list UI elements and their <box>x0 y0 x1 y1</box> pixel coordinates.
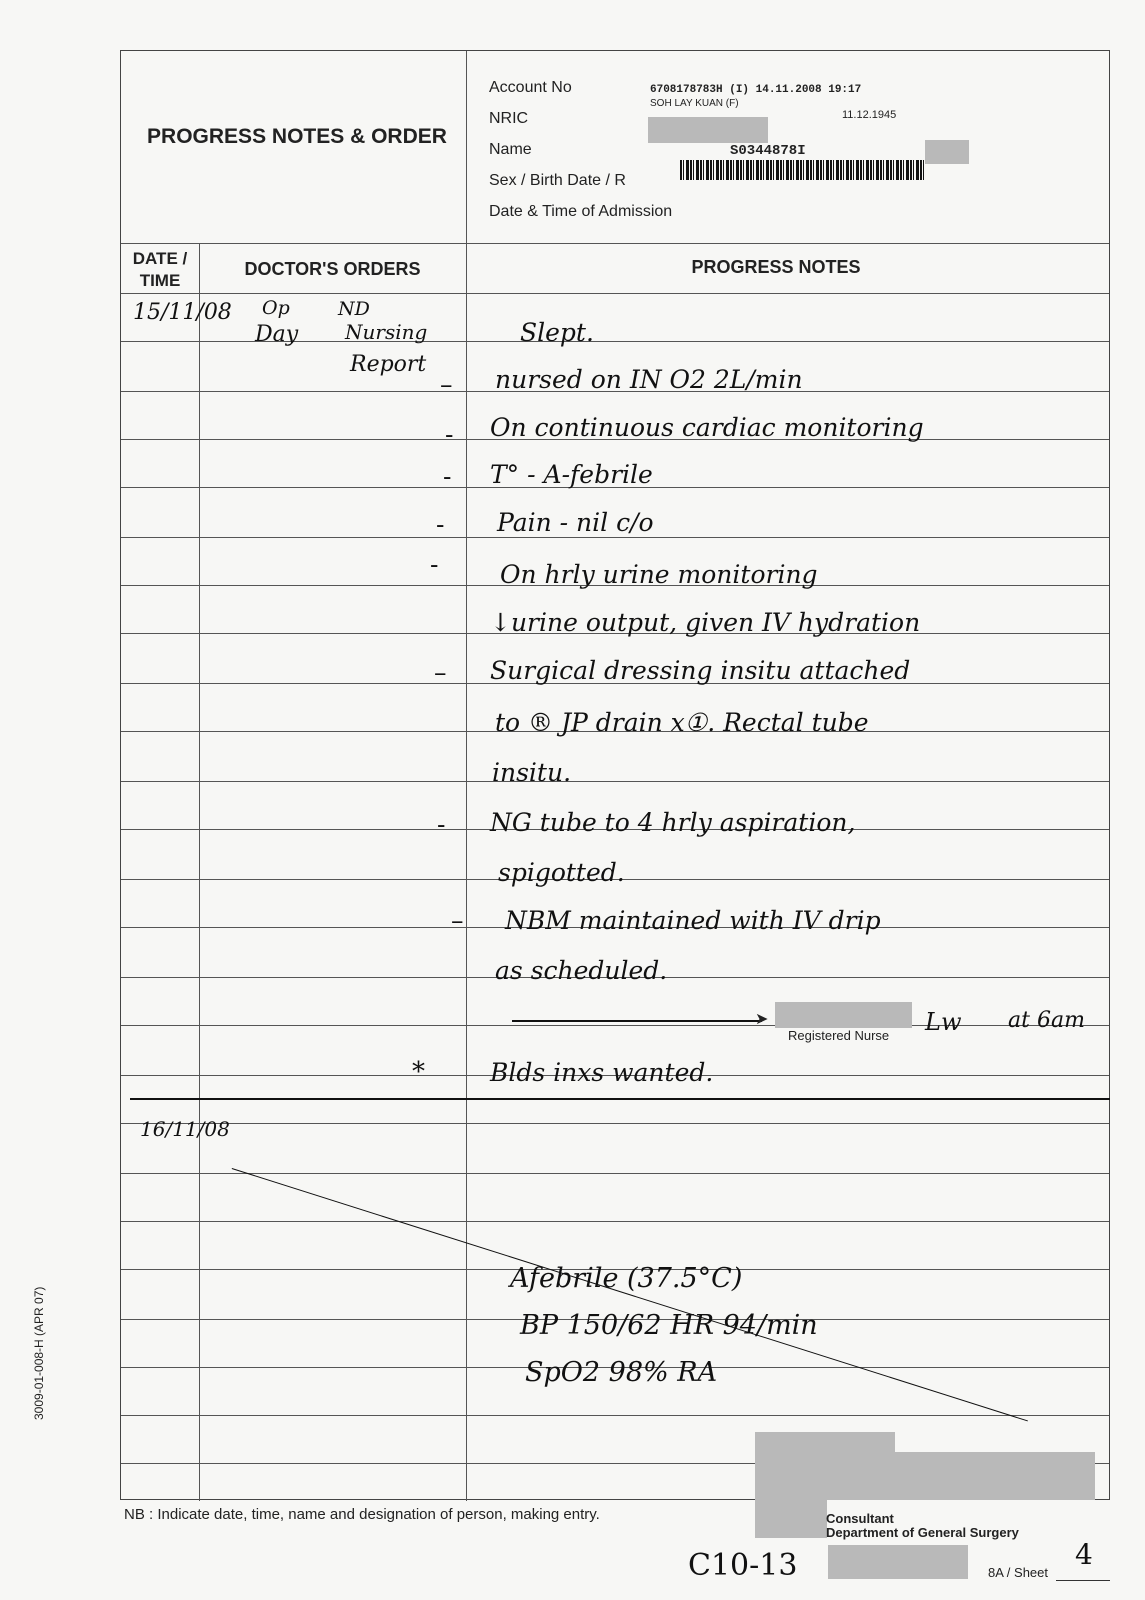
note-line-7: ↓urine output, given IV hydration <box>490 608 921 637</box>
redacted-sticker-id <box>925 140 969 164</box>
entry-date-2: 16/11/08 <box>140 1117 230 1141</box>
star-mark: * <box>412 1057 425 1087</box>
note-line-15: Blds inxs wanted. <box>490 1058 714 1087</box>
signature-arrow-line <box>512 1020 762 1022</box>
date-time-header: DATE / TIME <box>132 249 188 290</box>
redacted-consultant-name <box>755 1452 1095 1500</box>
vitals-line-3: SpO2 98% RA <box>525 1357 718 1388</box>
entry-date-1: 15/11/08 <box>133 300 232 325</box>
note-line-9: to ® JP drain x①. Rectal tube <box>495 708 869 737</box>
nurse-time-note: at 6am <box>1008 1008 1085 1033</box>
name-label: Name <box>489 141 532 158</box>
order-nd: ND <box>338 298 370 320</box>
redacted-nric <box>648 117 768 143</box>
form-title: PROGRESS NOTES & ORDER <box>147 125 447 148</box>
order-nursing: Nursing <box>345 320 428 344</box>
redacted-nurse-name <box>775 1002 912 1028</box>
doctors-orders-header: DOCTOR'S ORDERS <box>244 259 421 279</box>
note-line-14: as scheduled. <box>495 956 668 985</box>
barcode <box>680 160 925 180</box>
sheet-label: 8A / Sheet <box>988 1565 1048 1580</box>
note-line-12: spigotted. <box>498 858 625 887</box>
account-no-label: Account No <box>489 79 572 96</box>
bed-code: C10-13 <box>688 1548 798 1583</box>
sheet-number: 4 <box>1075 1538 1093 1571</box>
note-line-11: NG tube to 4 hrly aspiration, <box>490 808 856 837</box>
sticker-account-line: 6708178783H (I) 14.11.2008 19:17 <box>650 84 862 96</box>
admission-label: Date & Time of Admission <box>489 203 673 220</box>
progress-notes-header: PROGRESS NOTES <box>691 257 861 277</box>
entry-separator-line <box>130 1098 1110 1100</box>
consultant-label: Consultant <box>826 1511 894 1526</box>
order-report: Report <box>350 352 427 377</box>
note-line-2: nursed on IN O2 2L/min <box>495 365 803 394</box>
note-line-4: T° - A-febrile <box>490 460 653 489</box>
redacted-hospital-name <box>828 1545 968 1579</box>
vitals-line-2: BP 150/62 HR 94/min <box>520 1310 818 1341</box>
form-code: 3009-01-008-H (APR 07) <box>32 1286 46 1420</box>
vitals-line-1: Afebrile (37.5°C) <box>510 1263 743 1294</box>
sticker-id-number: S0344878I <box>730 143 806 159</box>
nric-label: NRIC <box>489 110 529 127</box>
note-line-5: Pain - nil c/o <box>497 508 654 537</box>
registered-nurse-label: Registered Nurse <box>788 1028 890 1043</box>
redacted-stamp-left <box>755 1500 827 1538</box>
note-line-6: On hrly urine monitoring <box>500 560 818 589</box>
redacted-stamp-top <box>755 1432 895 1454</box>
department-label: Department of General Surgery <box>826 1525 1019 1540</box>
sex-birth-date-label: Sex / Birth Date / R <box>489 172 626 189</box>
sticker-birth-date: 11.12.1945 <box>842 109 897 121</box>
order-op: Op <box>262 297 290 319</box>
note-line-8: Surgical dressing insitu attached <box>490 656 911 685</box>
footer-note: NB : Indicate date, time, name and designation of person, making entry. <box>124 1506 600 1523</box>
note-line-1: Slept. <box>520 318 594 347</box>
note-line-3: On continuous cardiac monitoring <box>490 413 924 442</box>
sticker-patient-name: SOH LAY KUAN (F) <box>650 98 739 109</box>
note-line-13: NBM maintained with IV drip <box>505 906 881 935</box>
order-day: Day <box>255 322 299 347</box>
note-line-10: insitu. <box>492 758 572 787</box>
arrow-head-icon: ➤ <box>755 1011 769 1028</box>
nurse-initial: Lw <box>925 1008 962 1036</box>
